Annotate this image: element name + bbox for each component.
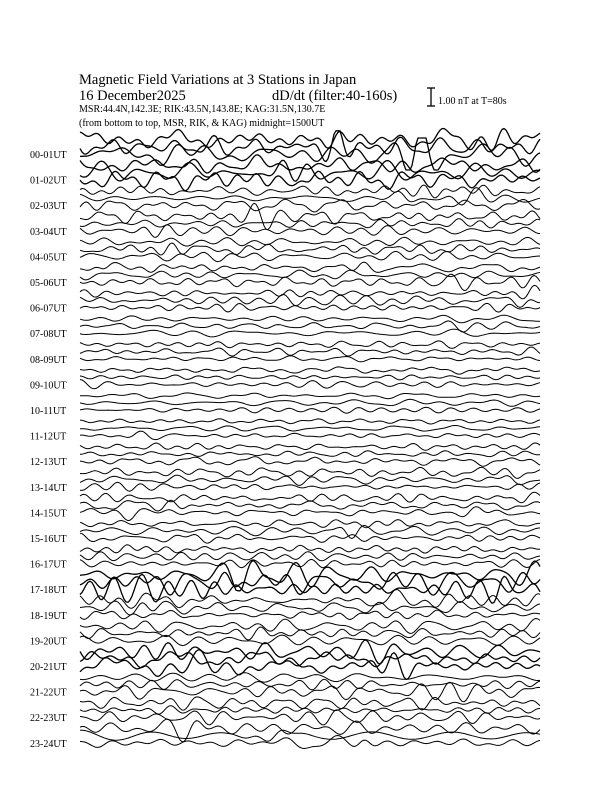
trace-RIK-04-05UT xyxy=(80,243,540,255)
trace-MSR-04-05UT xyxy=(80,251,540,261)
trace-MSR-06-07UT xyxy=(80,303,540,312)
trace-KAG-15-16UT xyxy=(80,520,540,528)
trace-KAG-20-21UT xyxy=(80,640,540,664)
trace-MSR-21-22UT xyxy=(80,682,540,702)
hour-label-23-24UT: 23-24UT xyxy=(30,738,67,750)
hour-label-18-19UT: 18-19UT xyxy=(30,610,67,622)
trace-KAG-06-07UT xyxy=(80,285,540,298)
trace-MSR-07-08UT xyxy=(80,329,540,337)
trace-KAG-04-05UT xyxy=(80,237,540,246)
trace-MSR-08-09UT xyxy=(80,356,540,362)
trace-RIK-13-14UT xyxy=(80,475,540,485)
trace-MSR-11-12UT xyxy=(80,431,540,440)
component-label: dD/dt (filter:40-160s) xyxy=(272,88,398,104)
trace-RIK-11-12UT xyxy=(80,426,540,432)
trace-KAG-13-14UT xyxy=(80,467,540,478)
trace-MSR-19-20UT xyxy=(80,635,540,645)
trace-order-note: (from bottom to top, MSR, RIK, & KAG) midnight=1500UT xyxy=(79,118,325,129)
hour-label-00-01UT: 00-01UT xyxy=(30,150,67,161)
hour-label-01-02UT: 01-02UT xyxy=(30,175,67,187)
hour-label-14-15UT: 14-15UT xyxy=(30,508,67,520)
trace-MSR-13-14UT xyxy=(80,482,540,491)
trace-MSR-02-03UT xyxy=(80,199,540,212)
hour-label-04-05UT: 04-05UT xyxy=(30,252,67,264)
trace-KAG-08-09UT xyxy=(80,341,540,349)
hour-label-07-08UT: 07-08UT xyxy=(30,329,67,341)
trace-KAG-12-13UT xyxy=(80,443,540,450)
hour-label-17-18UT: 17-18UT xyxy=(30,585,67,597)
hour-label-06-07UT: 06-07UT xyxy=(30,303,67,315)
trace-KAG-11-12UT xyxy=(80,419,540,424)
trace-RIK-12-13UT xyxy=(80,451,540,457)
trace-KAG-10-11UT xyxy=(80,393,540,399)
hour-label-20-21UT: 20-21UT xyxy=(30,662,67,673)
trace-KAG-00-01UT xyxy=(80,129,540,151)
chart-title: Magnetic Field Variations at 3 Stations in Japan xyxy=(79,72,357,88)
hour-label-11-12UT: 11-12UT xyxy=(30,431,67,443)
hour-label-15-16UT: 15-16UT xyxy=(30,534,67,545)
trace-RIK-18-19UT xyxy=(80,601,540,615)
scale-bar-label: 1.00 nT at T=80s xyxy=(438,96,507,107)
trace-KAG-14-15UT xyxy=(80,492,540,503)
trace-KAG-07-08UT xyxy=(80,315,540,323)
trace-KAG-17-18UT xyxy=(80,561,540,591)
trace-KAG-05-06UT xyxy=(80,262,540,272)
hour-label-21-22UT: 21-22UT xyxy=(30,687,67,699)
trace-MSR-23-24UT xyxy=(80,736,540,749)
trace-KAG-22-23UT xyxy=(80,697,540,710)
trace-KAG-18-19UT xyxy=(80,590,540,609)
trace-KAG-09-10UT xyxy=(80,367,540,374)
trace-MSR-03-04UT xyxy=(80,225,540,238)
trace-RIK-21-22UT xyxy=(80,679,540,690)
trace-MSR-12-13UT xyxy=(80,457,540,467)
chart-date: 16 December2025 xyxy=(79,88,186,104)
hour-label-03-04UT: 03-04UT xyxy=(30,226,67,238)
trace-RIK-20-21UT xyxy=(80,652,540,668)
trace-KAG-19-20UT xyxy=(80,619,540,634)
trace-MSR-16-17UT xyxy=(80,559,540,567)
trace-MSR-18-19UT xyxy=(80,610,540,619)
trace-MSR-01-02UT xyxy=(80,171,540,190)
trace-KAG-01-02UT xyxy=(80,155,540,173)
trace-MSR-14-15UT xyxy=(80,507,540,521)
trace-MSR-22-23UT xyxy=(80,710,540,725)
trace-MSR-09-10UT xyxy=(80,380,540,389)
hour-label-13-14UT: 13-14UT xyxy=(30,482,67,494)
trace-RIK-08-09UT xyxy=(80,347,540,356)
station-coordinates: MSR:44.4N,142.3E; RIK:43.5N,143.8E; KAG:31.5N,130.7E xyxy=(79,104,326,115)
trace-KAG-21-22UT xyxy=(80,673,540,683)
trace-MSR-10-11UT xyxy=(80,407,540,413)
trace-MSR-15-16UT xyxy=(80,533,540,543)
hour-label-22-23UT: 22-23UT xyxy=(30,713,67,725)
trace-RIK-10-11UT xyxy=(80,399,540,406)
hour-label-09-10UT: 09-10UT xyxy=(30,380,67,392)
hour-label-08-09UT: 08-09UT xyxy=(30,354,67,366)
hour-label-10-11UT: 10-11UT xyxy=(30,406,67,417)
trace-RIK-06-07UT xyxy=(80,295,540,308)
hour-label-05-06UT: 05-06UT xyxy=(30,278,67,289)
trace-RIK-03-04UT xyxy=(80,219,540,228)
hour-label-02-03UT: 02-03UT xyxy=(30,201,67,213)
hour-label-19-20UT: 19-20UT xyxy=(30,636,67,648)
trace-RIK-22-23UT xyxy=(80,706,540,714)
hour-label-12-13UT: 12-13UT xyxy=(30,457,67,469)
trace-MSR-20-21UT xyxy=(80,650,540,679)
hour-label-16-17UT: 16-17UT xyxy=(30,559,67,571)
trace-RIK-09-10UT xyxy=(80,375,540,380)
